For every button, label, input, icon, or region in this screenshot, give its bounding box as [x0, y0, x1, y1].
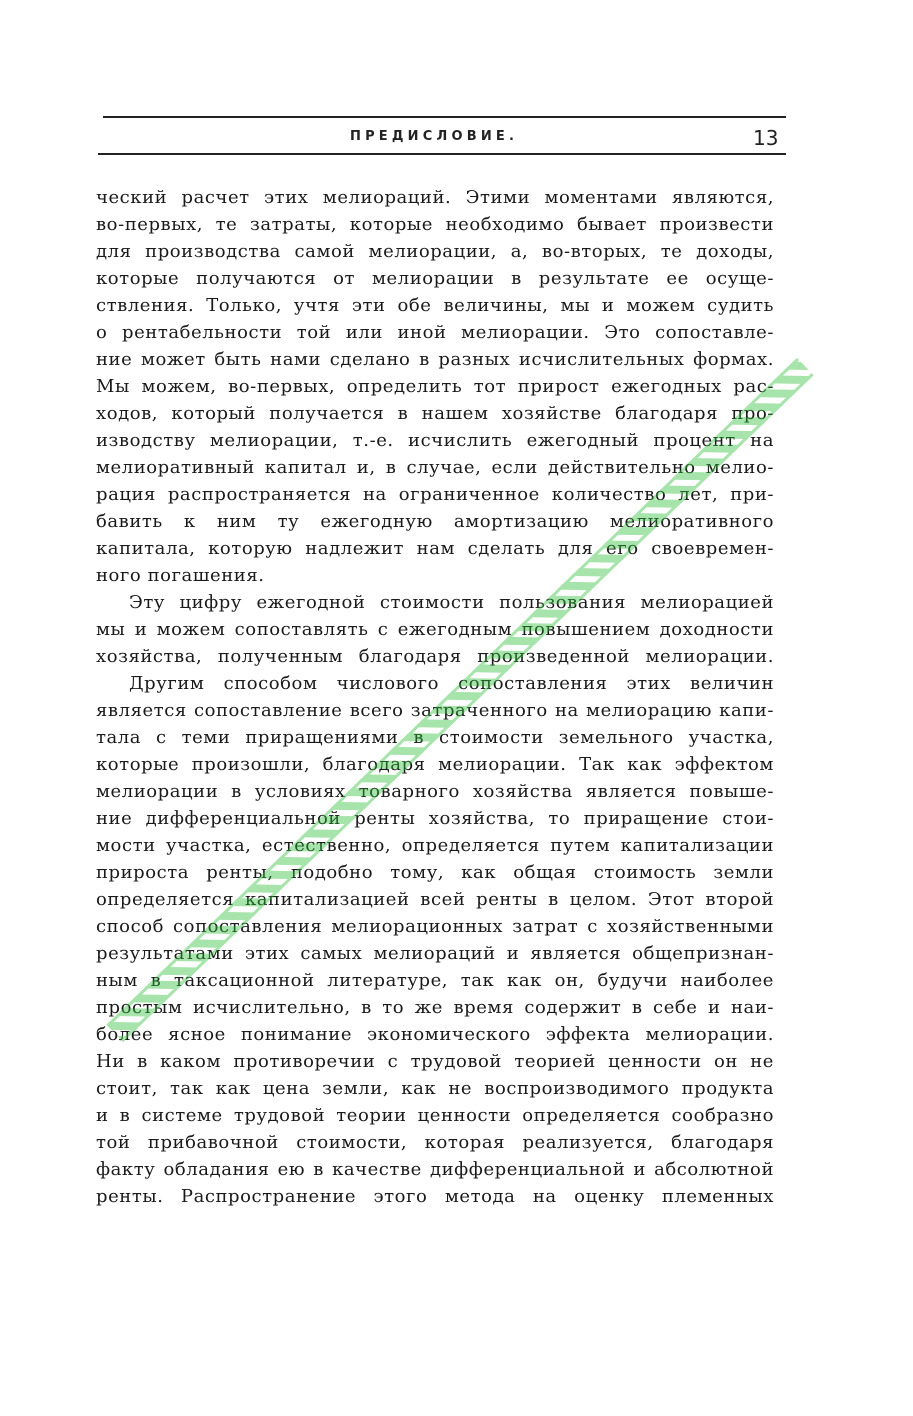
text-line: хозяйства, полученным благодаря произведенной мелиорации. — [96, 646, 774, 667]
text-line: факту обладания ею в качестве дифференциальной и абсолютной — [96, 1159, 774, 1180]
text-line: стоит, так как цена земли, как не воспроизводимого продукта — [96, 1078, 774, 1099]
text-line: тала с теми приращениями в стоимости земельного участка, — [96, 727, 774, 748]
text-line: изводству мелиорации, т.-е. исчислить ежегодный процент на — [96, 430, 774, 451]
body-text — [96, 184, 774, 1210]
page-number: 13 — [753, 126, 779, 150]
text-line: ным в таксационной литературе, так как он, будучи наиболее — [96, 970, 774, 991]
text-line: Другим способом числового сопоставления этих величин — [129, 673, 774, 694]
text-line: Эту цифру ежегодной стоимости пользования мелиорацией — [129, 592, 774, 613]
running-title: ПРЕДИСЛОВИЕ. — [350, 129, 519, 144]
text-line: той прибавочной стоимости, которая реализуется, благодаря — [96, 1132, 774, 1153]
header-rule-bottom — [98, 153, 786, 155]
text-line: капитала, которую надлежит нам сделать для его своевремен- — [96, 538, 774, 559]
text-line: мы и можем сопоставлять с ежегодным повышением доходности — [96, 619, 774, 640]
text-line: более ясное понимание экономического эффекта мелиорации. — [96, 1024, 774, 1045]
text-line: ние дифференциальной ренты хозяйства, то приращение стои- — [96, 808, 774, 829]
text-line: мелиорации в условиях товарного хозяйства является повыше- — [96, 781, 774, 802]
text-line: Мы можем, во-первых, определить тот прирост ежегодных рас- — [96, 376, 774, 397]
header-rule-top — [103, 116, 786, 118]
text-line: является сопоставление всего затраченного на мелиорацию капи- — [96, 700, 774, 721]
text-line: ного погашения. — [96, 565, 265, 586]
text-line: ренты. Распространение этого метода на оценку племенных — [96, 1186, 774, 1207]
text-line: и в системе трудовой теории ценности определяется сообразно — [96, 1105, 774, 1126]
text-line: ствления. Только, учтя эти обе величины, мы и можем судить — [96, 295, 774, 316]
text-line: способ сопоставления мелиорационных затрат с хозяйственными — [96, 916, 774, 937]
text-line: для производства самой мелиорации, а, во-вторых, те доходы, — [96, 241, 774, 262]
text-line: мелиоративный капитал и, в случае, если действительно мелио- — [96, 457, 774, 478]
text-line: ние может быть нами сделано в разных исчислительных формах. — [96, 349, 774, 370]
text-line: во-первых, те затраты, которые необходимо бывает произвести — [96, 214, 774, 235]
text-line: которые произошли, благодаря мелиорации. Так как эффектом — [96, 754, 774, 775]
text-line: прироста ренты, подобно тому, как общая стоимость земли — [96, 862, 774, 883]
text-line: ходов, который получается в нашем хозяйстве благодаря про- — [96, 403, 774, 424]
text-line: которые получаются от мелиорации в результате ее осуще- — [96, 268, 774, 289]
text-line: определяется капитализацией всей ренты в целом. Этот второй — [96, 889, 774, 910]
text-line: о рентабельности той или иной мелиорации. Это сопоставле- — [96, 322, 774, 343]
text-line: мости участка, естественно, определяется путем капитализации — [96, 835, 774, 856]
text-line: рация распространяется на ограниченное количество лет, при- — [96, 484, 774, 505]
text-line: Ни в каком противоречии с трудовой теорией ценности он не — [96, 1051, 774, 1072]
text-line: результатами этих самых мелиораций и является общепризнан- — [96, 943, 774, 964]
text-line: бавить к ним ту ежегодную амортизацию мелиоративного — [96, 511, 774, 532]
text-line: ческий расчет этих мелиораций. Этими моментами являются, — [96, 187, 774, 208]
text-line: простым исчислительно, в то же время содержит в себе и наи- — [96, 997, 774, 1018]
